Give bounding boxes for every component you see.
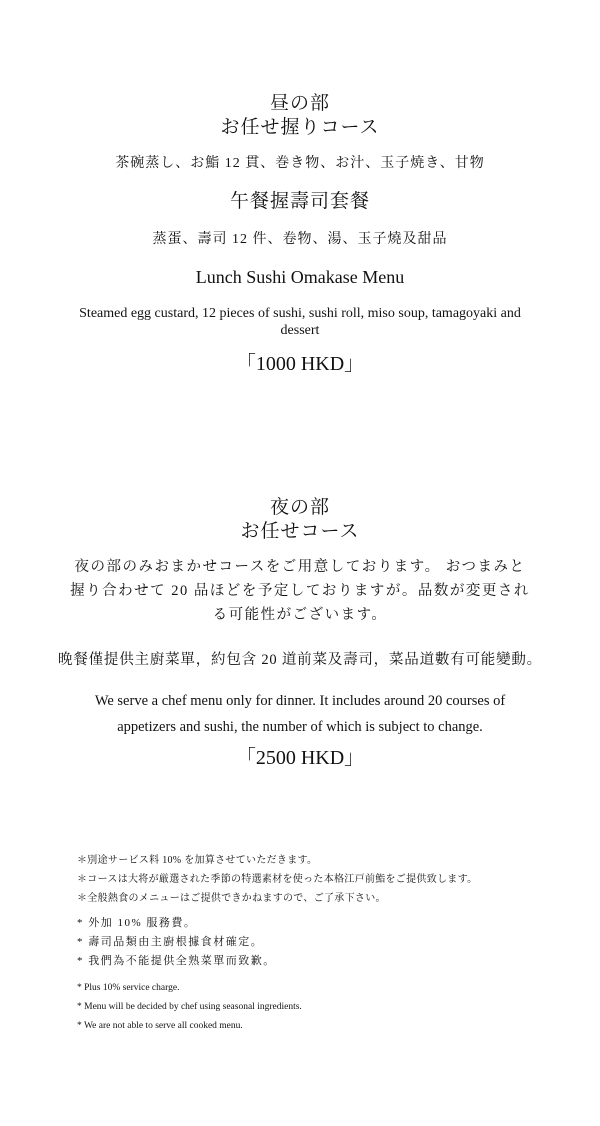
lunch-items-zh: 蒸蛋、壽司 12 件、卷物、湯、玉子燒及甜品 xyxy=(152,232,448,247)
lunch-items-en: Steamed egg custard, 12 pieces of sushi, sushi roll, miso soup, tamagoyaki and dessert xyxy=(79,306,521,338)
note-en-cooked-menu: * We are not able to serve all cooked menu. xyxy=(77,1021,243,1031)
notes-en xyxy=(77,979,302,1036)
dinner-description-jp: 夜の部のみおまかせコースをご用意しております。 おつまみと握り合わせて 20 品ほどを予定しておりますが。品数が変更される可能性がございます。 xyxy=(70,559,530,623)
note-zh-seasonal: * 壽司品類由主廚根據食材確定。 xyxy=(77,936,264,948)
notes-jp xyxy=(77,851,477,908)
note-en-service-charge: * Plus 10% service charge. xyxy=(77,983,180,993)
lunch-items-jp: 茶碗蒸し、お鮨 12 貫、巻き物、お汁、玉子焼き、甘物 xyxy=(115,156,485,171)
dinner-description-en: We serve a chef menu only for dinner. It includes around 20 courses of appetizers and sushi, the number of which is subject to change. xyxy=(94,693,506,735)
lunch-course-title-jp: お任せ握りコース xyxy=(220,117,380,138)
lunch-section-title-jp: 昼の部 xyxy=(269,93,330,114)
note-jp-service-charge: ＊別途サービス料 10% を加算させていただきます。 xyxy=(77,855,318,866)
lunch-course-title-zh: 午餐握壽司套餐 xyxy=(229,191,370,212)
lunch-course-title-en: Lunch Sushi Omakase Menu xyxy=(195,267,405,287)
note-jp-cooked-menu: ＊全般熱食のメニューはご提供できかねますので、ご了承下さい。 xyxy=(77,893,386,904)
note-zh-cooked-menu: * 我們為不能提供全熟菜單而致歉。 xyxy=(77,955,276,967)
dinner-description-zh: 晚餐僅提供主廚菜單，約包含 20 道前菜及壽司，菜品道數有可能變動。 xyxy=(58,652,542,668)
dinner-section-title-jp: 夜の部 xyxy=(269,497,330,518)
note-zh-service-charge: * 外加 10% 服務費。 xyxy=(77,917,197,929)
dinner-course-title-jp: お任せコース xyxy=(240,521,360,542)
notes-zh xyxy=(77,914,276,971)
note-en-seasonal: * Menu will be decided by chef using seasonal ingredients. xyxy=(77,1002,302,1012)
lunch-price: 「1000 HKD」 xyxy=(235,353,365,375)
dinner-price: 「2500 HKD」 xyxy=(235,747,365,769)
note-jp-seasonal: ＊コースは大将が厳選された季節の特選素材を使った本格江戸前鮨をご提供致します。 xyxy=(77,874,478,885)
